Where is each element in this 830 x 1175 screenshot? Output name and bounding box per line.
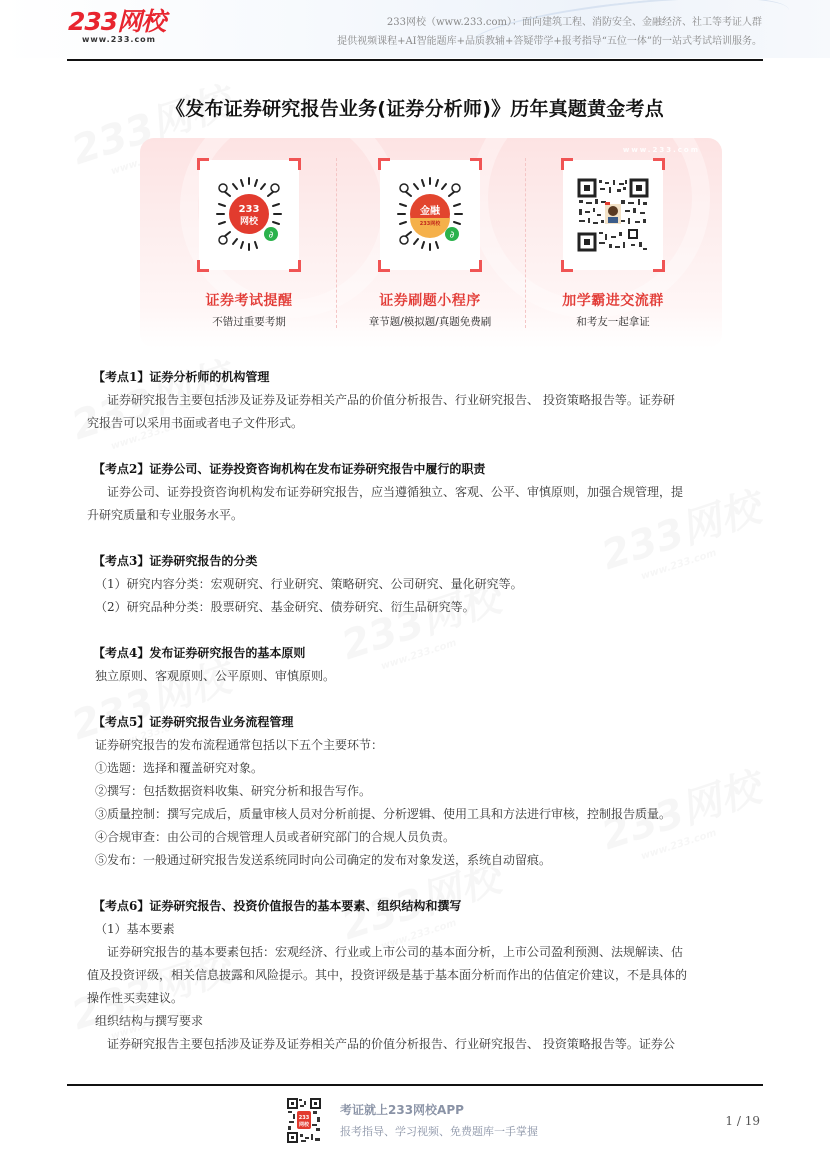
qr-sublabel: 不错过重要考期 [212, 316, 286, 328]
paragraph-line: 证券研究报告的基本要素包括：宏观经济、行业或上市公司的基本面分析，上市公司盈利预测、法规解读、估 [95, 945, 684, 959]
section-heading: 【考点3】证券研究报告的分类 [93, 554, 258, 568]
footer-app-subtitle: 报考指导、学习视频、免费题库一手掌握 [340, 1125, 538, 1138]
svg-text:网校: 网校 [298, 1122, 310, 1128]
qr-sublabel: 和考友一起拿证 [576, 316, 650, 328]
paragraph-line: 操作性买卖建议。 [87, 991, 184, 1005]
paragraph-line: 升研究质量和专业服务水平。 [87, 508, 244, 522]
section-heading: 【考点2】证券公司、证券投资咨询机构在发布证券研究报告中履行的职责 [93, 462, 486, 476]
subheading: （1）基本要素 [95, 922, 175, 936]
list-item: （2）研究品种分类：股票研究、基金研究、债券研究、衍生品研究等。 [95, 600, 475, 614]
svg-text:∂: ∂ [449, 230, 455, 241]
qr-label: 证券刷题小程序 [379, 293, 481, 309]
logo-url: www.233.com [82, 35, 157, 44]
footer-divider [67, 1084, 763, 1086]
banner-divider [525, 158, 526, 328]
tagline-line-1: 233网校（www.233.com）：面向建筑工程、消防安全、金融经济、社工等考证人群 [386, 17, 762, 28]
section-heading: 【考点1】证券分析师的机构管理 [93, 370, 270, 384]
svg-text:233: 233 [238, 204, 260, 215]
page-number: 1 / 19 [725, 1114, 760, 1128]
qr-label: 加学霸进交流群 [562, 293, 664, 309]
section-key-point-3 [95, 550, 770, 619]
paragraph-line: 证券研究报告主要包括涉及证券及证券相关产品的价值分析报告、行业研究报告、 投资策略报告等。证券研 [95, 393, 675, 407]
list-item: ③质量控制：撰写完成后，质量审核人员对分析前提、分析逻辑、使用工具和方法进行审核，控制报告质量。 [95, 807, 672, 821]
list-item: ⑤发布：一般通过研究报告发送系统同时向公司确定的发布对象发送，系统自动留痕。 [95, 853, 552, 867]
paragraph-line: 独立原则、客观原则、公平原则、审慎原则。 [95, 669, 336, 683]
promo-banner [140, 138, 722, 348]
qr-frame [380, 160, 480, 270]
banner-divider [336, 158, 337, 328]
section-heading: 【考点6】证券研究报告、投资价值报告的基本要素、组织结构和撰写 [93, 899, 462, 913]
svg-text:233: 233 [298, 1115, 310, 1121]
list-item: ④合规审查：由公司的合规管理人员或者研究部门的合规人员负责。 [95, 830, 456, 844]
section-key-point-6 [87, 895, 770, 1056]
qr-frame [199, 160, 299, 270]
qr-card-exam-reminder[interactable] [169, 160, 329, 329]
list-item: （1）研究内容分类：宏观研究、行业研究、策略研究、公司研究、量化研究等。 [95, 577, 523, 591]
list-item: ①选题：选择和覆盖研究对象。 [95, 761, 264, 775]
paragraph-line: 值及投资评级，相关信息披露和风险提示。其中，投资评级是基于基本面分析而作出的估值定价建议，不是具体的 [87, 968, 688, 982]
svg-text:∂: ∂ [268, 230, 274, 241]
section-key-point-5 [95, 711, 770, 872]
brand-logo[interactable] [68, 9, 165, 45]
svg-text:233网校: 233网校 [419, 221, 441, 227]
section-key-point-2 [87, 458, 770, 527]
qr-frame [563, 160, 663, 270]
section-key-point-1 [87, 366, 770, 435]
paragraph-line: 究报告可以采用书面或者电子文件形式。 [87, 416, 304, 430]
banner-url: www.233.com [622, 146, 700, 154]
qr-label: 证券考试提醒 [205, 293, 293, 309]
qr-code-icon [575, 174, 651, 254]
paragraph-line: 证券公司、证券投资咨询机构发布证券研究报告，应当遵循独立、客观、公平、审慎原则，加强合规管理，提 [95, 485, 684, 499]
svg-text:金融: 金融 [420, 206, 440, 217]
section-heading: 【考点5】证券研究报告业务流程管理 [93, 715, 294, 729]
footer-app-title[interactable]: 考证就上233网校APP [340, 1103, 464, 1117]
mini-program-code-icon [392, 174, 468, 254]
document-title: 《发布证券研究报告业务(证券分析师)》历年真题黄金考点 [166, 98, 664, 120]
page-header [0, 0, 830, 58]
mini-program-code-icon [211, 174, 287, 254]
paragraph-line: 证券研究报告主要包括涉及证券及证券相关产品的价值分析报告、行业研究报告、 投资策略报告等。证券公 [95, 1037, 675, 1051]
svg-text:网校: 网校 [239, 217, 259, 227]
app-qr-code-icon[interactable] [287, 1097, 321, 1144]
document-body [87, 366, 770, 1079]
qr-sublabel: 章节题/模拟题/真题免费刷 [368, 316, 492, 328]
subheading: 组织结构与撰写要求 [95, 1014, 204, 1028]
tagline-line-2: 提供视频课程+AI智能题库+品质教辅+答疑带学+报考指导“五位一体”的一站式考试培训服务。 [337, 36, 762, 47]
logo-text: 233网校 [68, 7, 166, 36]
header-divider [67, 59, 763, 61]
qr-card-practice-mini-program[interactable] [350, 160, 510, 329]
section-key-point-4 [95, 642, 770, 688]
section-heading: 【考点4】发布证券研究报告的基本原则 [93, 646, 306, 660]
paragraph-line: 证券研究报告的发布流程通常包括以下五个主要环节： [95, 738, 384, 752]
list-item: ②撰写：包括数据资料收集、研究分析和报告写作。 [95, 784, 372, 798]
qr-card-study-group[interactable] [533, 160, 693, 329]
header-tagline [337, 13, 762, 51]
